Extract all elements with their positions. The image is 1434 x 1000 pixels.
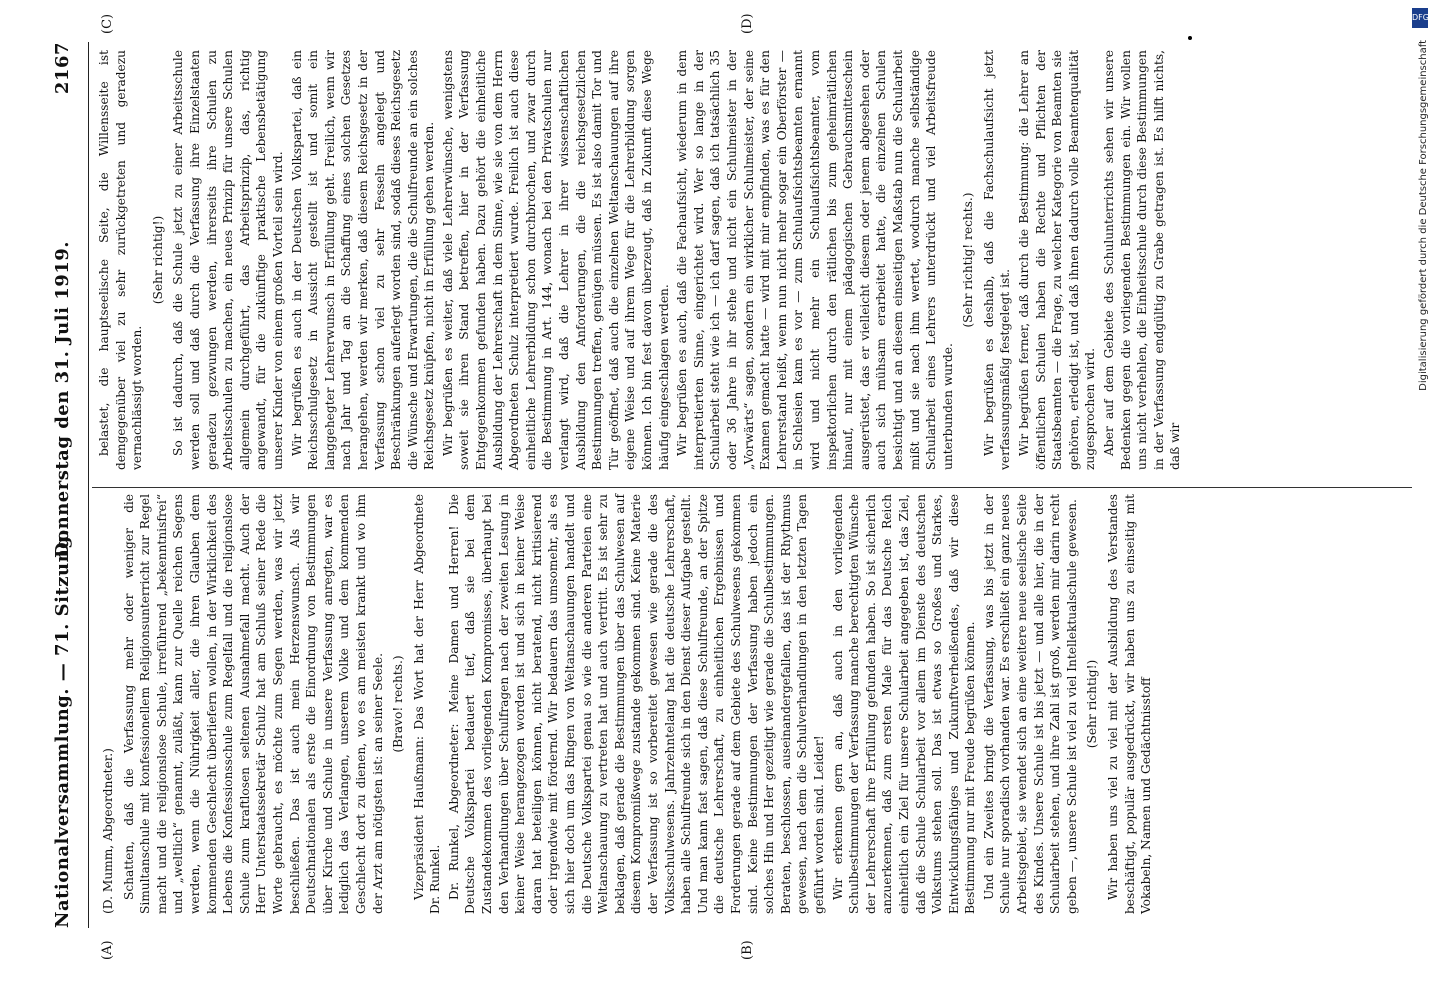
interjection: (Bravo! rechts.) xyxy=(391,655,406,753)
header-center: Donnerstag den 31. Juli 1919. xyxy=(52,240,73,558)
right-column xyxy=(96,50,1186,470)
marker-d: (D) xyxy=(740,13,755,34)
paragraph: Und ein Zweites bringt die Verfassung, was bis jetzt in der Schule nur sporadisch vorhanden war. Es erschließt ein ganz neues Arbeitsgebiet, sie wendet sich an eine weitere neue seelische Seite des Kindes. Unsere Schule ist bis jetzt — und alle hier, die in der Schularbeit stehen, und ihre Zahl ist groß, werden mir darin recht geben —, unsere Schule ist viel zu viel Intellektualschule gewesen. xyxy=(981,494,1079,914)
speaker-continuation: (D. Mumm, Abgeordneter.) xyxy=(101,748,115,914)
paragraph: belastet, die hauptseelische Seite, die Willensseite ist demgegenüber viel zu sehr zurückgetreten und geradezu vernachlässigt worden. xyxy=(97,50,145,470)
paragraph: Wir begrüßen es auch, daß die Fachaufsicht, wiederum in dem interpretierten Sinne, eingerichtet wird. Wer so lange in der Schularbeit steht wie ich — ich darf sagen, daß ich tatsächlich 35 oder 36 Jahre in ihr stehe und nicht ein Schulmeister in der „Vorwärts“ sagen, sondern ein wirklicher Schulmeister, der seine Examen gemacht hatte — wird mit mir empfinden, was es für den Lehrerstand heißt, wenn nun nicht mehr sogar ein Oberförster — in Schlesien kam es vor — zum Schulaufsichtsbeamten ernannt wird und nicht mehr ein Schulaufsichtsbeamter, vom inspektorlichen durch den rätlichen bis zum geheimrätlichen hinauf, nur mit einem pädagogischen Gebrauchsmitteschein ausgerüstet, das er vielleicht diesem oder jenem abgesehen oder auch sich mühsam erarbeitet hatte, die einzelnen Schulen besichtigt und an diesem einseitigen Maßstab nun die Schularbeit mißt und sie nach ihm wertet, wodurch manche selbständige Schularbeit eines Lehrers unterdrückt und viel Arbeitsfreude unterbunden wurde. xyxy=(675,50,955,470)
paragraph: Wir begrüßen es deshalb, daß die Fachschulaufsicht jetzt verfassungsmäßig festgelegt ist. xyxy=(981,50,1013,470)
page-number: 2167 xyxy=(52,42,73,95)
paragraph: So ist dadurch, daß die Schule jetzt zu einer Arbeitsschule werden soll und daß durch die Verfassung ihre Einzelstaaten geradezu gezwungen werden, ihrerseits ihre Schulen zu Arbeitsschulen zu machen, ein neues Prinzip für unsere Schulen allgemein durchgeführt, das Arbeitsprinzip, das, richtig angewandt, für die zukünftige praktische Lebensbetätigung unserer Kinder von einem großen Vorteil sein wird. xyxy=(171,50,285,470)
paragraph: Wir begrüßen ferner, daß durch die Bestimmung: die Lehrer an öffentlichen Schulen haben die Rechte und Pflichten der Staatsbeamten — die Frage, zu welcher Kategorie von Beamten sie gehören, erledigt ist, und daß ihnen dadurch volle Beamtenqualität zugesprochen wird. xyxy=(1017,50,1098,470)
left-column xyxy=(96,494,1157,914)
scan-speck xyxy=(1188,36,1192,40)
paragraph: Dr. Runkel, Abgeordneter: Meine Damen und Herren! Die Deutsche Volkspartei bedauert tief, daß sie bei dem Zustandekommen des vorliegenden Kompromisses, überhaupt bei den Verhandlungen über Schulfragen nach der zweiten Lesung in keiner Weise herangezogen worden ist und sich in keiner Weise daran hat beteiligen können, nicht beratend, nicht kritisierend oder irgendwie mit fördernd. Wir bedauern das umsomehr, als es sich hier doch um das Ringen von Weltanschauungen handelt und die Deutsche Volkspartei genau so wie die anderen Parteien eine Weltanschauung zu vertreten hat und auch vertritt. Es ist sehr zu beklagen, daß gerade die Bestimmungen über das Schulwesen auf diesem Kompromißwege zustande gekommen sind. Keine Materie der Verfassung ist so vorbereitet gewesen wie gerade die des Volksschulwesens. Jahrzehntelang hat die deutsche Lehrerschaft, haben alle Schulfreunde sich in den Dienst dieser Aufgabe gestellt. Und man kann fast sagen, daß diese Schulfreunde, an der Spitze die deutsche Lehrerschaft, zu einheitlichen Ergebnissen und Forderungen gerade auf dem Gebiete des Schulwesens gekommen sind. Keine Bestimmungen der Verfassung haben jedoch ein solches Hin und Her gezeitigt wie gerade die Schulbestimmungen. Beraten, beschlossen, auseinandergefallen, das ist der Rhythmus gewesen, nach dem die Schulverhandlungen in den letzten Tagen geführt worden sind. Leider! xyxy=(446,494,826,914)
interjection: (Sehr richtig!) xyxy=(150,215,165,305)
header-rule xyxy=(88,42,89,928)
column-separator xyxy=(92,487,1412,488)
page-header xyxy=(46,42,82,928)
interjection: (Sehr richtig! rechts.) xyxy=(961,192,976,328)
marker-c: (C) xyxy=(100,13,115,34)
paragraph: Vizepräsident Haußmann: Das Wort hat der Herr Abgeordnete Dr. Runkel. xyxy=(411,494,443,914)
paragraph: Wir begrüßen es weiter, daß viele Lehrerwünsche, wenigstens soweit sie ihren Stand betreffen, hier in der Verfassung Entgegenkommen gefunden haben. Dazu gehört die einheitliche Ausbildung der Lehrerschaft in dem Sinne, wie sie von dem Herrn Abgeordneten Schulz interpretiert wurde. Freilich ist auch diese einheitliche Lehrerbildung schon durchbrochen, und zwar durch die Bestimmung in Art. 144, wonach bei den Privatschulen nur verlangt wird, daß die Lehrer in ihrer wissenschaftlichen Ausbildung den Anforderungen, die die reichsgesetzlichen Bestimmungen treffen, genügen müssen. Es ist also damit Tor und Tür geöffnet, daß auch die einzelnen Weltanschauungen auf ihre eigene Weise und auf ihrem Wege für die Lehrerbildung sorgen können. Ich bin fest davon überzeugt, daß in Zukunft diese Wege häufig eingeschlagen werden. xyxy=(440,50,671,470)
marker-a: (A) xyxy=(100,940,115,960)
paragraph: Wir erkennen gern an, daß auch in den vorliegenden Schulbestimmungen der Verfassung manche berechtigten Wünsche der Lehrerschaft ihre Erfüllung gefunden haben. So ist sicherlich anzuerkennen, daß zum ersten Male für das Deutsche Reich einheitlich ein Ziel für unsere Schularbeit angegeben ist, das Ziel, daß die Schule Schularbeit vor allem im Dienste des deutschen Volkstums stehen soll. Das ist etwas so Großes und Starkes, Entwicklungsfähiges und Zukunftverheißendes, daß wir diese Bestimmung nur mit Freude begrüßen können. xyxy=(830,494,978,914)
interjection: (Sehr richtig!) xyxy=(1085,659,1100,749)
header-left: Nationalversammlung. — 71. Sitzung. xyxy=(52,528,73,928)
paragraph: Wir haben uns viel zu viel mit der Ausbildung des Verstandes beschäftigt, populär ausgedrückt, wir haben uns zu einseitig mit Vokabeln, Namen und Gedächtnisstoff xyxy=(1106,494,1154,914)
paragraph: Wir begrüßen es auch in der Deutschen Volkspartei, daß ein Reichsschulgesetz in Aussicht gestellt ist und somit ein langgehegter Lehrerwunsch in Erfüllung geht. Freilich, wenn wir nach Jahr und Tag an die Schaffung eines solchen Gesetzes herangehen, werden wir merken, daß diesem Reichsgesetz in der Verfassung schon viel zu sehr Fesseln angelegt und Beschränkungen auferlegt worden sind, sodaß dieses Reichsgesetz die Wünsche und Erwartungen, die die Schulfreunde an ein solches Reichsgesetz knüpfen, nicht in Erfüllung gehen werden. xyxy=(289,50,437,470)
paragraph: Schatten, daß die Verfassung mehr oder weniger die Simultanschule mit konfessionellem Religionsunterricht zur Regel macht und die religionslose Schule, irreführend „bekenntnisfrei“ und „weltlich“ genannt, zuläßt, kann zur Quelle reichen Segens werden, wenn die Nührigkeit aller, die ihren Glauben dem kommenden Geschlecht überliefern wollen, in der Wirklichkeit des Lebens die Konfessionsschule zum Regelfall und die religionslose Schule zum kraftlosen seltenen Ausnahmefall macht. Auch der Herr Unterstaatssekretär Schulz hat am Schluß seiner Rede die Worte gebraucht, es möchte zum Segen werden, was wir jetzt beschließen. Das ist auch mein Herzenswunsch. Als wir Deutschnationalen als erste die Einordnung von Bestimmungen über Kirche und Schule in unsere Verfassung anregten, war es lediglich das Verlangen, unserem Volke und dem kommenden Geschlecht dort zu dienen, wo es am meisten krankt und wo ihm der Arzt am nötigsten ist: an seiner Seele. xyxy=(121,494,385,914)
dfg-logo: DFG xyxy=(1412,8,1428,28)
marker-b: (B) xyxy=(740,940,755,960)
digitization-credit: Digitalisierung gefördert durch die Deutsche Forschungsgemeinschaft xyxy=(1418,40,1429,391)
paragraph: Aber auf dem Gebiete des Schulunterrichts sehen wir unsere Bedenken gegen die vorliegenden Bestimmungen ein. Wir wollen uns nicht verhehlen, die Einheitsschule durch diese Bestimmungen in der Verfassung endgültig zu Grabe getragen ist. Es hilft nichts, daß wir xyxy=(1102,50,1183,470)
